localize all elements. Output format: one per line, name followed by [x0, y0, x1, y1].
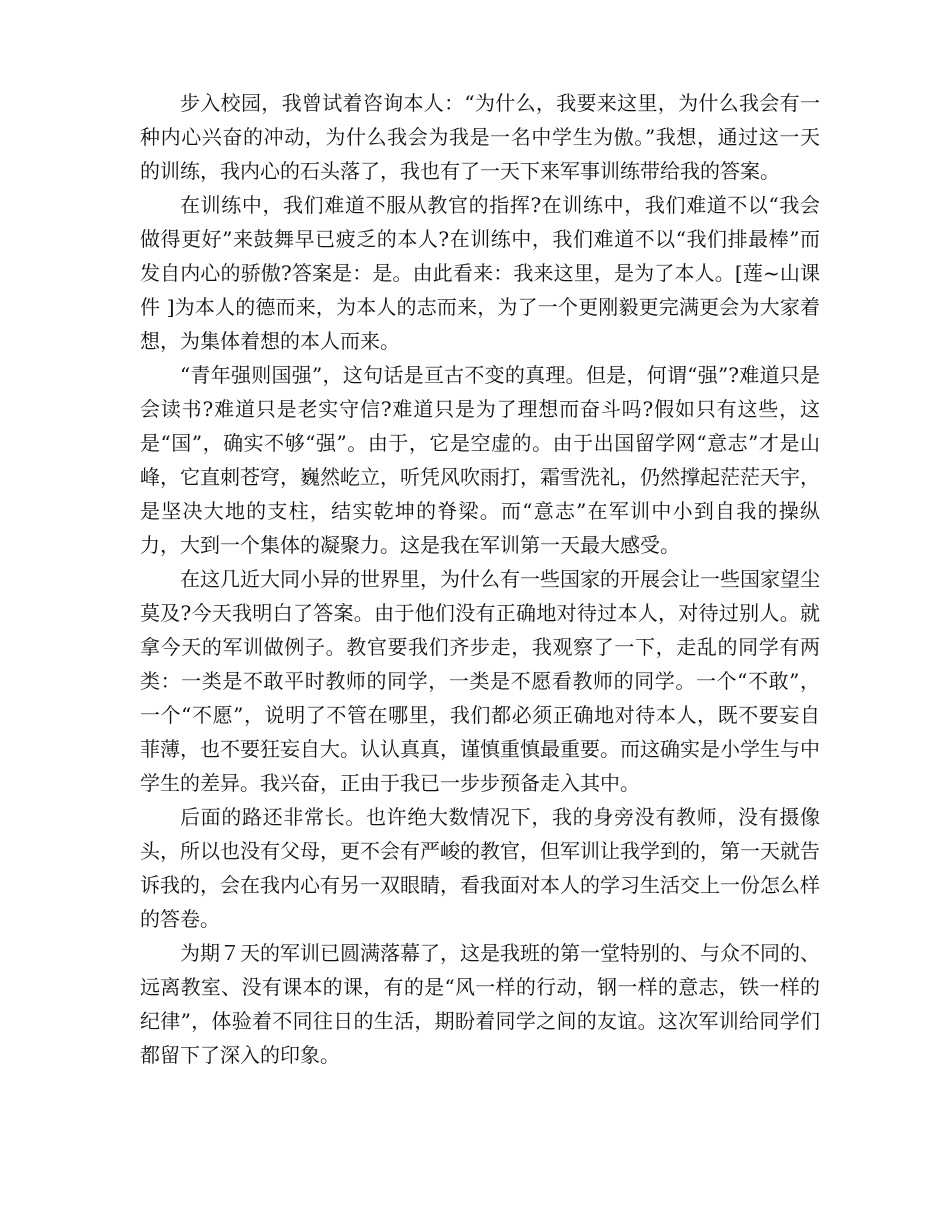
paragraph-4: 在这几近大同小异的世界里，为什么有一些国家的开展会让一些国家望尘莫及?今天我明白了答案。由于他们没有正确地对待过本人，对待过别人。就拿今天的军训做例子。教官要我们齐步走，我观察了一下，走乱的同学有两类：一类是不敢平时教师的同学，一类是不愿看教师的同学。一个“不敢”，一个“不愿”，说明了不管在哪里，我们都必须正确地对待本人，既不要妄自菲薄，也不要狂妄自大。认认真真，谨慎重慎最重要。而这确实是小学生与中学生的差异。我兴奋，正由于我已一步步预备走入其中。: [140, 567, 820, 795]
paragraph-2: 在训练中，我们难道不服从教官的指挥?在训练中，我们难道不以“我会做得更好”来鼓舞早已疲乏的本人?在训练中，我们难道不以“我们排最棒”而发自内心的骄傲?答案是：是。由此看来：我来这里，是为了本人。[莲~山课件 ]为本人的德而来，为本人的志而来，为了一个更刚毅更完满更会为大家着想，为集体着想的本人而来。: [140, 193, 820, 353]
paragraph-6: 为期７天的军训已圆满落幕了，这是我班的第一堂特别的、与众不同的、远离教室、没有课本的课，有的是“风一样的行动，钢一样的意志，铁一样的纪律”，体验着不同往日的生活，期盼着同学之间的友谊。这次军训给同学们都留下了深入的印象。: [140, 941, 820, 1067]
paragraph-1: 步入校园，我曾试着咨询本人：“为什么，我要来这里，为什么我会有一种内心兴奋的冲动，为什么我会为我是一名中学生为傲。”我想，通过这一天的训练，我内心的石头落了，我也有了一天下来军事训练带给我的答案。: [140, 91, 820, 183]
paragraph-3: “青年强则国强”，这句话是亘古不变的真理。但是，何谓“强”?难道只是会读书?难道只是老实守信?难道只是为了理想而奋斗吗?假如只有这些，这是“国”，确实不够“强”。由于，它是空虚的。由于出国留学网“意志”才是山峰，它直刺苍穹，巍然屹立，听凭风吹雨打，霜雪洗礼，仍然撑起茫茫天宇，是坚决大地的支柱，结实乾坤的脊梁。而“意志”在军训中小到自我的操纵力，大到一个集体的凝聚力。这是我在军训第一天最大感受。: [140, 363, 820, 557]
paragraph-5: 后面的路还非常长。也许绝大数情况下，我的身旁没有教师，没有摄像头，所以也没有父母，更不会有严峻的教官，但军训让我学到的，第一天就告诉我的，会在我内心有另一双眼睛，看我面对本人的学习生活交上一份怎么样的答卷。: [140, 805, 820, 931]
document-body: [140, 86, 820, 1072]
